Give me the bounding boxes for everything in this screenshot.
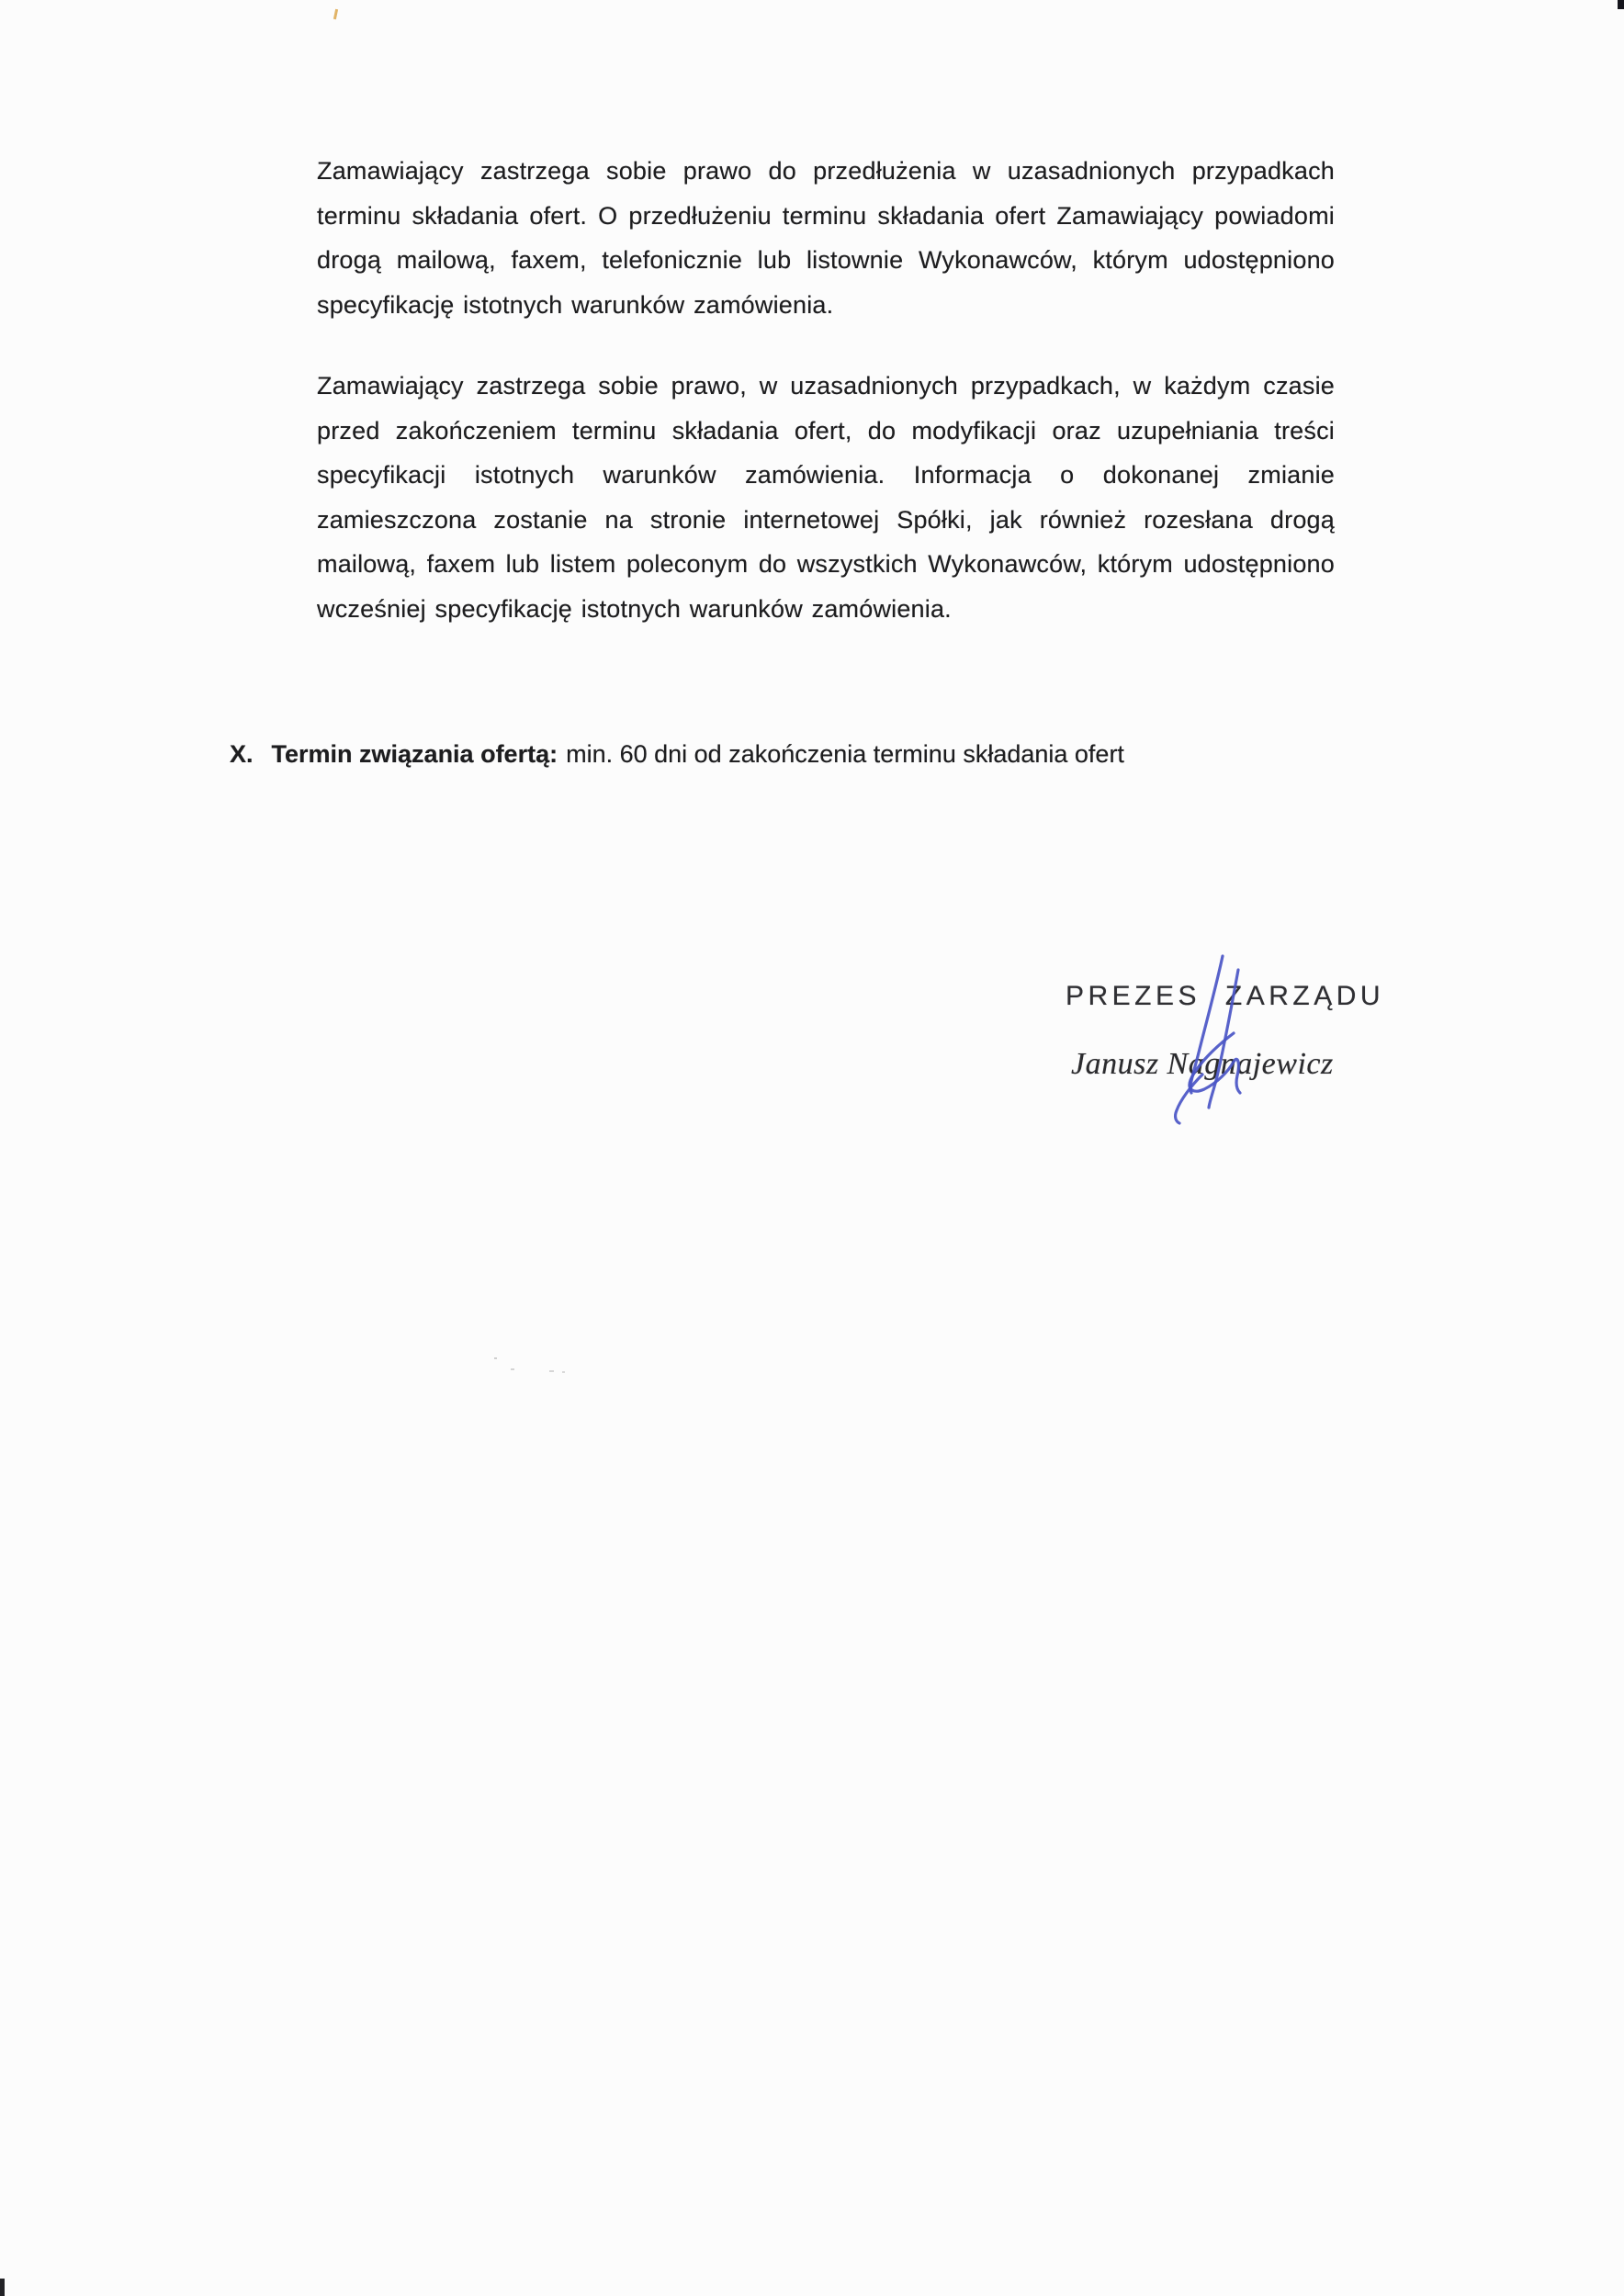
paragraph-modification-of-specification: Zamawiający zastrzega sobie prawo, w uzasadnionych przypadkach, w każdym czasie przed zakończeniem terminu składania ofert, do modyfikacji oraz uzupełniania treści specyfikacji istotnych warunków zamówienia. Informacja o dokonanej zmianie zamieszczona zostanie na stronie internetowej Spółki, jak również rozesłana drogą mailową, faxem lub listem poleconym do wszystkich Wykonawców, którym udostępniono wcześniej specyfikację istotnych warunków zamówienia. <box>317 372 1335 623</box>
section-number: X. <box>230 740 254 768</box>
scan-speck <box>549 1370 554 1372</box>
signature-name: Janusz Nagnajewicz <box>1071 1047 1334 1081</box>
scan-artifact-top-right <box>1618 0 1624 9</box>
scan-speck-orange <box>333 9 338 19</box>
paragraph-extension-of-deadline: Zamawiający zastrzega sobie prawo do przedłużenia w uzasadnionych przypadkach terminu składania ofert. O przedłużeniu terminu składania ofert Zamawiający powiadomi drogą mailową, faxem, telefonicznie lub listownie Wykonawców, którym udostępniono specyfikację istotnych warunków zamówienia. <box>317 157 1335 319</box>
signature-title: PREZES ZARZĄDU <box>1066 981 1385 1011</box>
scan-speck <box>511 1368 514 1370</box>
scan-speck <box>562 1371 565 1373</box>
section-value: min. 60 dni od zakończenia terminu składania ofert <box>566 740 1124 768</box>
scan-artifact-bottom-left <box>0 2279 5 2296</box>
scan-speck <box>494 1357 497 1359</box>
section-label: Termin związania ofertą: <box>271 740 558 768</box>
section-heading-x <box>230 736 1341 772</box>
